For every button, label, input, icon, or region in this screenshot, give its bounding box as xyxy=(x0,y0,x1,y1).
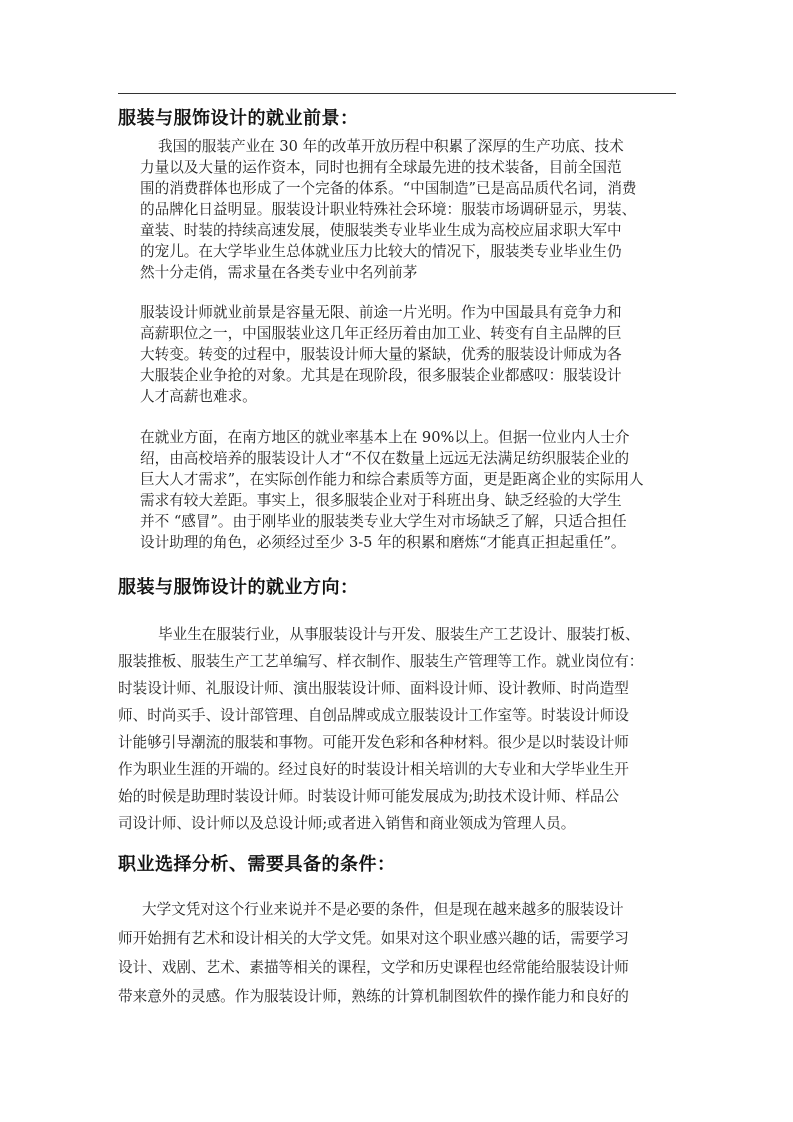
text-line: 计能够引导潮流的服装和事物。可能开发色彩和各种材料。很少是以时装设计师 xyxy=(118,734,629,751)
paragraph-employment xyxy=(140,427,680,553)
text-line: 在就业方面，在南方地区的就业率基本上在 90%以上。但据一位业内人士介 xyxy=(140,429,630,446)
text-line: 然十分走俏，需求量在各类专业中名列前茅 xyxy=(140,264,418,281)
text-line: 服装推板、服装生产工艺单编写、样衣制作、服装生产管理等工作。就业岗位有： xyxy=(118,653,644,670)
paragraph-requirements xyxy=(118,895,678,1011)
text-line: 大学文凭对这个行业来说并不是必要的条件，但是现在越来越多的服装设计 xyxy=(142,901,624,918)
text-line: 力量以及大量的运作资本，同时也拥有全球最先进的技术装备，目前全国范 xyxy=(140,159,622,176)
section-heading-prospects: 服装与服饰设计的就业前景： xyxy=(118,108,359,129)
text-line: 人才高薪也难求。 xyxy=(140,388,257,405)
text-line: 大服装企业争抢的对象。尤其是在现阶段，很多服装企业都感叹：服装设计 xyxy=(140,367,622,384)
text-line: 毕业生在服装行业，从事服装设计与开发、服装生产工艺设计、服装打板、 xyxy=(158,626,640,643)
header-rule xyxy=(118,93,676,94)
text-line: 师开始拥有艺术和设计相关的大学文凭。如果对这个职业感兴趣的话，需要学习 xyxy=(118,930,629,947)
text-line: 高薪职位之一，中国服装业这几年正经历着由加工业、转变有自主品牌的巨 xyxy=(140,325,622,342)
paragraph-prospect xyxy=(140,302,680,407)
text-line: 的品牌化日益明显。服装设计职业特殊社会环境：服装市场调研显示，男装、 xyxy=(140,201,637,218)
text-line: 需求有较大差距。事实上，很多服装企业对于科班出身、缺乏经验的大学生 xyxy=(140,492,622,509)
text-line: 我国的服装产业在 30 年的改革开放历程中积累了深厚的生产功底、技术 xyxy=(158,138,624,155)
text-line: 童装、时装的持续高速发展，使服装类专业毕业生成为高校应届求职大军中 xyxy=(140,222,622,239)
text-line: 作为职业生涯的开端的。经过良好的时装设计相关培训的大专业和大学毕业生开 xyxy=(118,761,629,778)
text-line: 始的时候是助理时装设计师。时装设计师可能发展成为;助技术设计师、样品公 xyxy=(118,788,620,805)
section-heading-requirements: 职业选择分析、需要具备的条件： xyxy=(118,854,396,875)
text-line: 设计助理的角色，必须经过至少 3-5 年的积累和磨炼“才能真正担起重任”。 xyxy=(140,534,626,551)
text-line: 时装设计师、礼服设计师、演出服装设计师、面料设计师、设计教师、时尚造型 xyxy=(118,680,629,697)
paragraph-directions xyxy=(118,621,678,837)
text-line: 的宠儿。在大学毕业生总体就业压力比较大的情况下，服装类专业毕业生仍 xyxy=(140,243,622,260)
text-line: 司设计师、设计师以及总设计师;或者进入销售和商业领成为管理人员。 xyxy=(118,815,576,832)
section-heading-directions: 服装与服饰设计的就业方向： xyxy=(118,577,359,598)
text-line: 并不 “感冒”。由于刚毕业的服装类专业大学生对市场缺乏了解，只适合担任 xyxy=(140,513,627,530)
text-line: 围的消费群体也形成了一个完备的体系。“中国制造”已是高品质代名词，消费 xyxy=(140,180,637,197)
text-line: 师、时尚买手、设计部管理、自创品牌或成立服装设计工作室等。时装设计师设 xyxy=(118,707,629,724)
text-line: 带来意外的灵感。作为服装设计师，熟练的计算机制图软件的操作能力和良好的 xyxy=(118,988,629,1005)
text-line: 巨大人才需求”，在实际创作能力和综合素质等方面，更是距离企业的实际用人 xyxy=(140,471,644,488)
paragraph-industry xyxy=(140,136,680,283)
text-line: 设计、戏剧、艺术、素描等相关的课程，文学和历史课程也经常能给服装设计师 xyxy=(118,959,629,976)
text-line: 绍，由高校培养的服装设计人才“不仅在数量上远远无法满足纺织服装企业的 xyxy=(140,450,630,467)
text-line: 大转变。转变的过程中，服装设计师大量的紧缺，优秀的服装设计师成为各 xyxy=(140,346,622,363)
text-line: 服装设计师就业前景是容量无限、前途一片光明。作为中国最具有竞争力和 xyxy=(140,304,622,321)
